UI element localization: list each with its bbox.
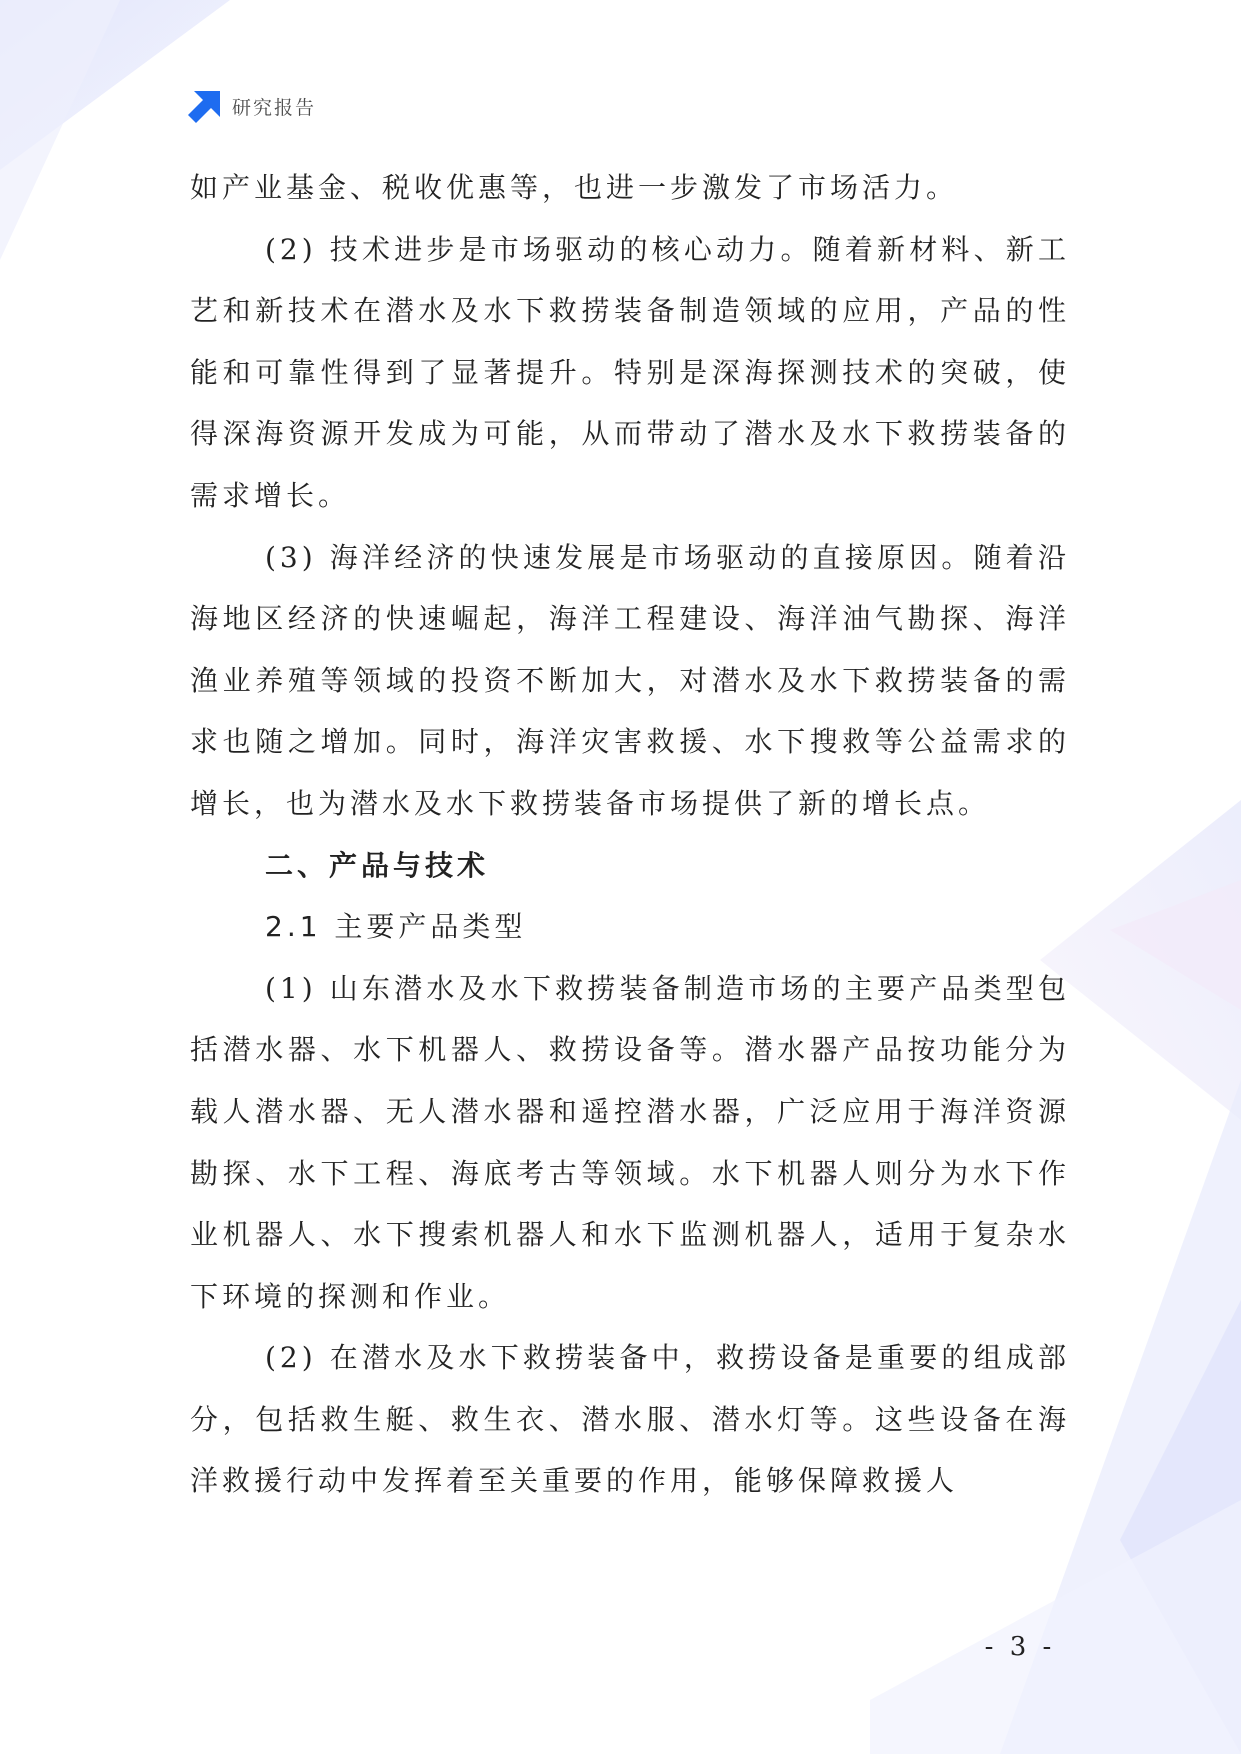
paragraph-product-types: (1) 山东潜水及水下救捞装备制造市场的主要产品类型包括潜水器、水下机器人、救捞设备等。潜水器产品按功能分为载人潜水器、无人潜水器和遥控潜水器，广泛应用于海洋资源勘探、水下工程、海底考古等领域。水下机器人则分为水下作业机器人、水下搜索机器人和水下监测机器人，适用于复杂水下环境的探测和作业。 bbox=[190, 971, 1070, 1313]
section-heading: 二、产品与技术 bbox=[265, 848, 490, 882]
document-body bbox=[190, 157, 1070, 1512]
arrow-logo-icon bbox=[188, 89, 222, 123]
page-number: - 3 - bbox=[984, 1632, 1056, 1662]
subsection-heading: 2.1 主要产品类型 bbox=[265, 910, 527, 944]
paragraph-rescue-equipment: (2) 在潜水及水下救捞装备中，救捞设备是重要的组成部分，包括救生艇、救生衣、潜水服、潜水灯等。这些设备在海洋救援行动中发挥着至关重要的作用，能够保障救援人 bbox=[190, 1341, 1070, 1498]
paragraph-marine-economy: (3) 海洋经济的快速发展是市场驱动的直接原因。随着沿海地区经济的快速崛起，海洋工程建设、海洋油气勘探、海洋渔业养殖等领域的投资不断加大，对潜水及水下救捞装备的需求也随之增加。同时，海洋灾害救援、水下搜救等公益需求的增长，也为潜水及水下救捞装备市场提供了新的增长点。 bbox=[190, 540, 1070, 820]
header-title: 研究报告 bbox=[232, 96, 317, 119]
paragraph-continuation: 如产业基金、税收优惠等，也进一步激发了市场活力。 bbox=[190, 171, 959, 204]
paragraph-tech-progress: (2) 技术进步是市场驱动的核心动力。随着新材料、新工艺和新技术在潜水及水下救捞装备制造领域的应用，产品的性能和可靠性得到了显著提升。特别是深海探测技术的突破，使得深海资源开发成为可能，从而带动了潜水及水下救捞装备的需求增长。 bbox=[190, 232, 1070, 512]
report-header bbox=[188, 90, 316, 122]
